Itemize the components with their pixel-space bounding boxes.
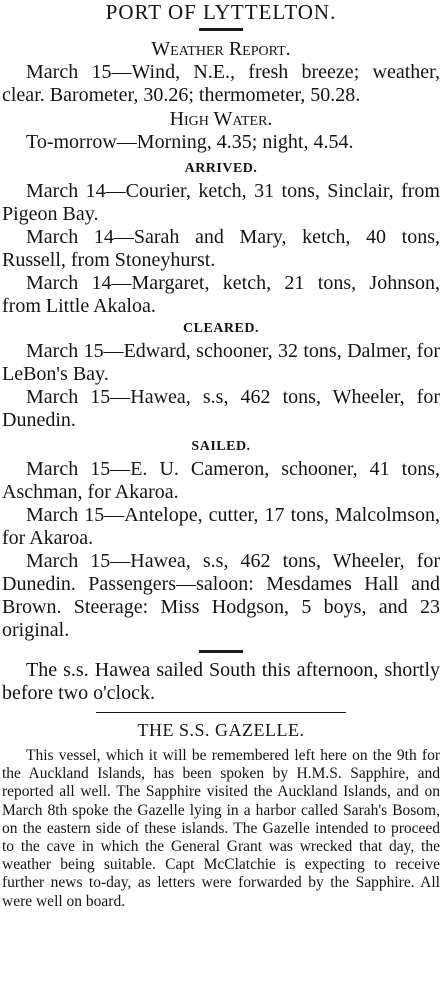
weather-heading: Weather Report.: [151, 38, 291, 60]
divider-dash: [199, 28, 243, 31]
sailing-note: The s.s. Hawea sailed South this afternoon, shortly before two o'clock.: [2, 659, 440, 704]
sailed-entry: March 15—Antelope, cutter, 17 tons, Malcolmson, for Akaroa.: [2, 504, 440, 549]
high-water-heading: High Water.: [169, 108, 273, 130]
arrived-entry: March 14—Sarah and Mary, ketch, 40 tons, Russell, from Stoneyhurst.: [2, 226, 440, 271]
arrived-entry: March 14—Margaret, ketch, 21 tons, Johnson, from Little Akaloa.: [2, 272, 440, 317]
story-body: This vessel, which it will be remembered left here on the 9th for the Auckland Islands, has been spoken by H.M.S. Sapphire, and reported all well. The Sapphire visited the Auckland Islands, and on March 8th spoke the Gazelle lying in a harbor called Sarah's Bosom, on the eastern side of these islands. The Gazelle intended to proceed to the cave in which the General Grant was wrecked that day, the weather being suitable. Capt McClatchie is expecting to receive further news to-day, as letters were forwarded by the Sapphire. All were well on board.: [2, 747, 440, 910]
arrived-entry: March 14—Courier, ketch, 31 tons, Sinclair, from Pigeon Bay.: [2, 180, 440, 225]
cleared-entry: March 15—Edward, schooner, 32 tons, Dalmer, for LeBon's Bay.: [2, 340, 440, 385]
story-title: THE S.S. GAZELLE.: [137, 720, 305, 740]
sailed-entry: March 15—E. U. Cameron, schooner, 41 tons, Aschman, for Akaroa.: [2, 458, 440, 503]
weather-text: March 15—Wind, N.E., fresh breeze; weather, clear. Barometer, 30.26; thermometer, 50.28.: [2, 61, 440, 106]
arrived-heading: ARRIVED.: [184, 161, 258, 176]
sailed-heading: SAILED.: [191, 439, 251, 454]
masthead-title: PORT OF LYTTELTON.: [105, 0, 337, 24]
divider-dash: [199, 650, 243, 653]
cleared-heading: CLEARED.: [183, 321, 259, 336]
sailed-entry: March 15—Hawea, s.s, 462 tons, Wheeler, for Dunedin. Passengers—saloon: Mesdames Hall and Brown. Steerage: Miss Hodgson, 5 boys, and 23 original.: [2, 550, 440, 641]
divider-rule: [96, 712, 346, 713]
high-water-text: To-morrow—Morning, 4.35; night, 4.54.: [26, 131, 354, 153]
cleared-entry: March 15—Hawea, s.s, 462 tons, Wheeler, for Dunedin.: [2, 386, 440, 431]
